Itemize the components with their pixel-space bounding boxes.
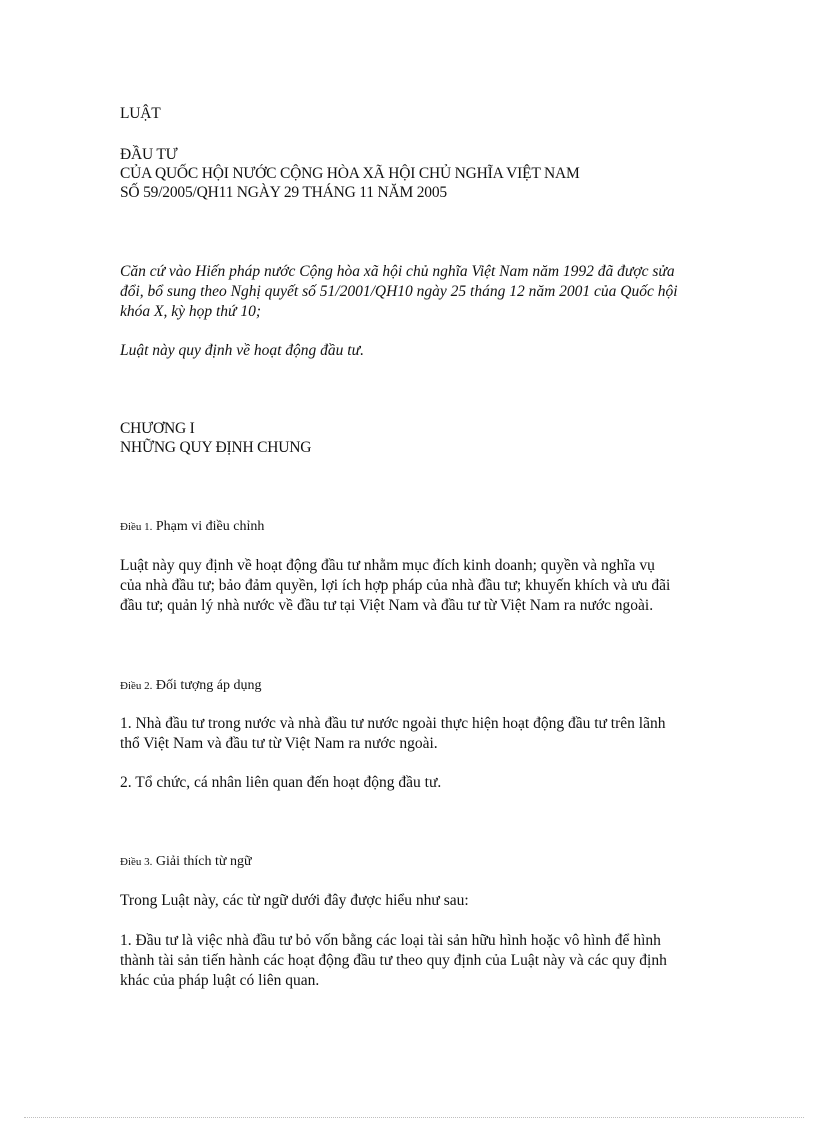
article-text-line: thành tài sản tiến hành các hoạt động đầu tư theo quy định của Luật này và các quy định [120,952,667,969]
article-heading [120,676,262,696]
issuer-line: CỦA QUỐC HỘI NƯỚC CỘNG HÒA XÃ HỘI CHỦ NGHĨA VIỆT NAM [120,165,580,182]
chapter-number: CHƯƠNG I [120,420,195,437]
law-name: ĐẦU TƯ [120,146,178,163]
article-text-line: đầu tư; quản lý nhà nước về đầu tư tại Việt Nam và đầu tư từ Việt Nam ra nước ngoài. [120,597,654,614]
article-text-line: của nhà đầu tư; bảo đảm quyền, lợi ích hợp pháp của nhà đầu tư; khuyến khích và ưu đãi [120,577,671,594]
law-number: SỐ 59/2005/QH11 NGÀY 29 THÁNG 11 NĂM 2005 [120,184,447,201]
preamble-basis-line: khóa X, kỳ họp thứ 10; [120,303,262,320]
preamble-scope: Luật này quy định về hoạt động đầu tư. [120,342,364,359]
article-title: Phạm vi điều chỉnh [155,519,265,534]
article-prefix: Điều 3. [120,856,153,868]
preamble-basis-line: Căn cứ vào Hiến pháp nước Cộng hòa xã hội chủ nghĩa Việt Nam năm 1992 đã được sửa [120,263,675,280]
article-text-line: khác của pháp luật có liên quan. [120,972,320,989]
article-title: Đối tượng áp dụng [155,678,262,693]
article-text-line: thổ Việt Nam và đầu tư từ Việt Nam ra nước ngoài. [120,735,438,752]
article-prefix: Điều 2. [120,680,153,692]
article-text-line: Trong Luật này, các từ ngữ dưới đây được hiểu như sau: [120,892,469,909]
chapter-title: NHỮNG QUY ĐỊNH CHUNG [120,439,312,456]
article-text-line: 2. Tổ chức, cá nhân liên quan đến hoạt động đầu tư. [120,774,442,791]
article-text-line: 1. Đầu tư là việc nhà đầu tư bỏ vốn bằng các loại tài sản hữu hình hoặc vô hình để hình [120,932,661,949]
article-text-line: 1. Nhà đầu tư trong nước và nhà đầu tư nước ngoài thực hiện hoạt động đầu tư trên lãnh [120,715,666,732]
article-prefix: Điều 1. [120,521,153,533]
article-text-line: Luật này quy định về hoạt động đầu tư nhằm mục đích kinh doanh; quyền và nghĩa vụ [120,557,655,574]
law-word: LUẬT [120,105,161,122]
preamble-basis-line: đổi, bổ sung theo Nghị quyết số 51/2001/QH10 ngày 25 tháng 12 năm 2001 của Quốc hội [120,283,678,300]
article-title: Giải thích từ ngữ [155,854,252,869]
article-heading [120,517,264,537]
page-bottom-divider [24,1117,804,1118]
article-heading [120,852,252,872]
